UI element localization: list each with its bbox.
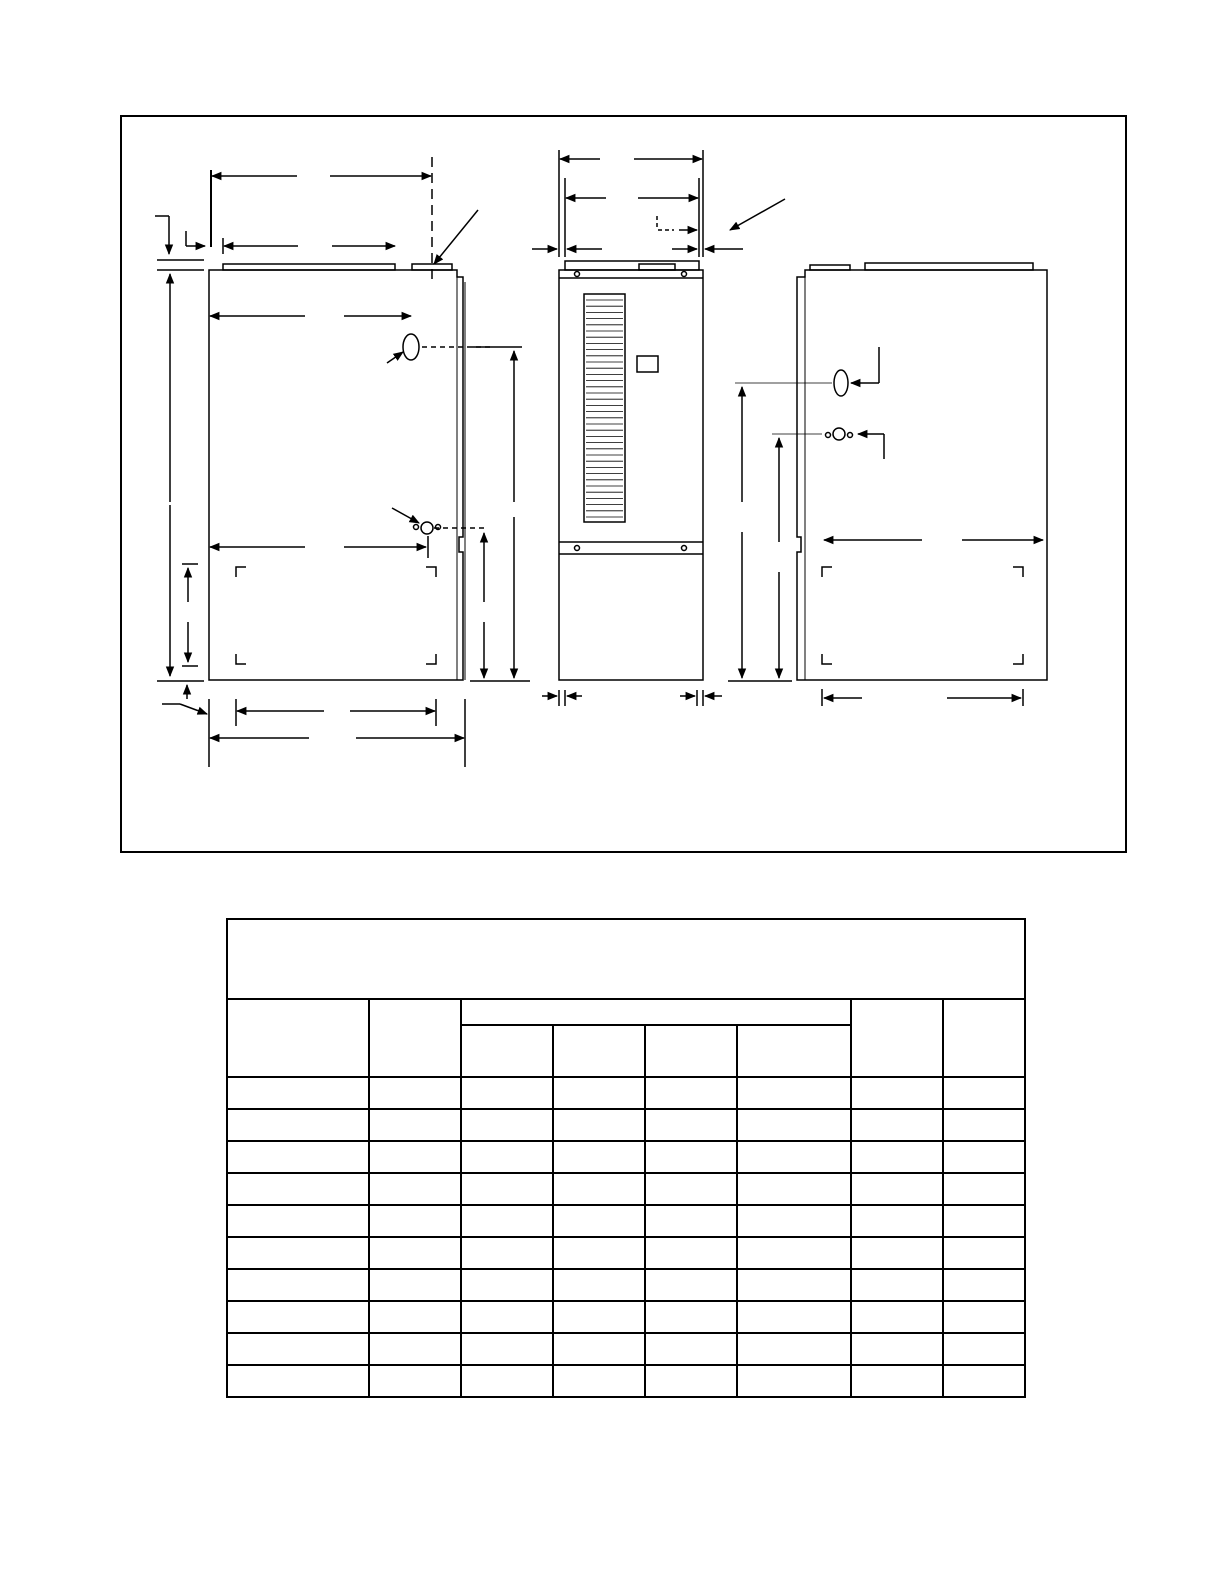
table-cell <box>461 1141 553 1173</box>
table-cell <box>227 1237 369 1269</box>
dimension-diagram-frame <box>120 115 1127 853</box>
table-row <box>227 1333 1025 1365</box>
table-cell <box>369 1365 461 1397</box>
table-cell <box>227 1109 369 1141</box>
table-cell <box>851 1173 943 1205</box>
table-row <box>227 1141 1025 1173</box>
header-sub-c <box>645 1025 737 1077</box>
header-sub-d <box>737 1025 851 1077</box>
table-cell <box>553 1077 645 1109</box>
table-cell <box>737 1109 851 1141</box>
table-cell <box>227 1077 369 1109</box>
table-cell <box>227 1333 369 1365</box>
table-cell <box>553 1365 645 1397</box>
table-cell <box>369 1269 461 1301</box>
table-cell <box>553 1333 645 1365</box>
table-cell <box>461 1205 553 1237</box>
table-cell <box>851 1237 943 1269</box>
table-cell <box>553 1269 645 1301</box>
table-cell <box>369 1237 461 1269</box>
table-cell <box>227 1365 369 1397</box>
table-cell <box>461 1333 553 1365</box>
table-cell <box>851 1365 943 1397</box>
table-cell <box>851 1109 943 1141</box>
table-row <box>227 1077 1025 1109</box>
table-cell <box>645 1269 737 1301</box>
back-electrical-knockout <box>833 428 845 440</box>
dimension-diagram <box>122 117 1125 851</box>
header-sub-a <box>461 1025 553 1077</box>
table-cell <box>645 1205 737 1237</box>
table-cell <box>645 1141 737 1173</box>
table-cell <box>227 1173 369 1205</box>
table-cell <box>461 1269 553 1301</box>
header-col-7 <box>851 999 943 1077</box>
table-cell <box>369 1205 461 1237</box>
table-cell <box>851 1141 943 1173</box>
table-cell <box>369 1173 461 1205</box>
table-cell <box>943 1077 1025 1109</box>
table-cell <box>737 1141 851 1173</box>
table-cell <box>369 1333 461 1365</box>
table-cell <box>645 1077 737 1109</box>
table-cell <box>553 1205 645 1237</box>
table-cell <box>553 1173 645 1205</box>
table-cell <box>553 1237 645 1269</box>
table-cell <box>461 1237 553 1269</box>
table-cell <box>369 1141 461 1173</box>
spec-table-container <box>226 918 1026 1398</box>
table-cell <box>943 1269 1025 1301</box>
side-view <box>532 150 785 706</box>
table-cell <box>737 1333 851 1365</box>
table-cell <box>943 1301 1025 1333</box>
table-cell <box>737 1365 851 1397</box>
table-cell <box>851 1269 943 1301</box>
table-cell <box>553 1109 645 1141</box>
table-cell <box>461 1301 553 1333</box>
table-cell <box>461 1077 553 1109</box>
table-cell <box>461 1173 553 1205</box>
header-model <box>227 999 369 1077</box>
table-cell <box>461 1109 553 1141</box>
table-cell <box>851 1205 943 1237</box>
front-cabinet-outline <box>209 270 463 680</box>
table-cell <box>943 1205 1025 1237</box>
table-cell <box>553 1301 645 1333</box>
table-row <box>227 1269 1025 1301</box>
table-row <box>227 1205 1025 1237</box>
spec-table-body <box>227 1077 1025 1397</box>
table-cell <box>369 1301 461 1333</box>
header-group-dimensions <box>461 999 851 1025</box>
table-cell <box>461 1365 553 1397</box>
table-cell <box>943 1109 1025 1141</box>
table-cell <box>227 1141 369 1173</box>
table-cell <box>943 1141 1025 1173</box>
table-cell <box>227 1205 369 1237</box>
table-cell <box>851 1077 943 1109</box>
table-cell <box>737 1173 851 1205</box>
table-cell <box>645 1301 737 1333</box>
table-row <box>227 1109 1025 1141</box>
table-row <box>227 1237 1025 1269</box>
spec-table-title <box>227 919 1025 999</box>
table-cell <box>737 1301 851 1333</box>
table-cell <box>645 1237 737 1269</box>
table-cell <box>737 1077 851 1109</box>
table-cell <box>943 1365 1025 1397</box>
table-cell <box>645 1333 737 1365</box>
table-row <box>227 1173 1025 1205</box>
header-col-2 <box>369 999 461 1077</box>
gas-inlet-knockout <box>403 334 419 360</box>
table-cell <box>645 1109 737 1141</box>
table-cell <box>645 1173 737 1205</box>
table-row <box>227 1365 1025 1397</box>
louvered-door-panel <box>584 294 625 522</box>
header-col-8 <box>943 999 1025 1077</box>
table-cell <box>737 1205 851 1237</box>
spec-table <box>226 918 1026 1398</box>
front-view <box>155 157 530 767</box>
side-cabinet-outline <box>559 270 703 680</box>
electrical-knockout <box>421 522 433 534</box>
header-sub-b <box>553 1025 645 1077</box>
table-cell <box>737 1237 851 1269</box>
table-cell <box>851 1301 943 1333</box>
table-cell <box>227 1301 369 1333</box>
back-gas-knockout <box>834 370 848 396</box>
table-cell <box>851 1333 943 1365</box>
table-cell <box>943 1237 1025 1269</box>
table-cell <box>943 1333 1025 1365</box>
back-cabinet-outline <box>797 270 1047 680</box>
table-cell <box>369 1109 461 1141</box>
table-row <box>227 1301 1025 1333</box>
table-cell <box>369 1077 461 1109</box>
back-view <box>728 263 1047 706</box>
table-cell <box>943 1173 1025 1205</box>
table-cell <box>227 1269 369 1301</box>
table-cell <box>645 1365 737 1397</box>
table-cell <box>553 1141 645 1173</box>
table-cell <box>737 1269 851 1301</box>
